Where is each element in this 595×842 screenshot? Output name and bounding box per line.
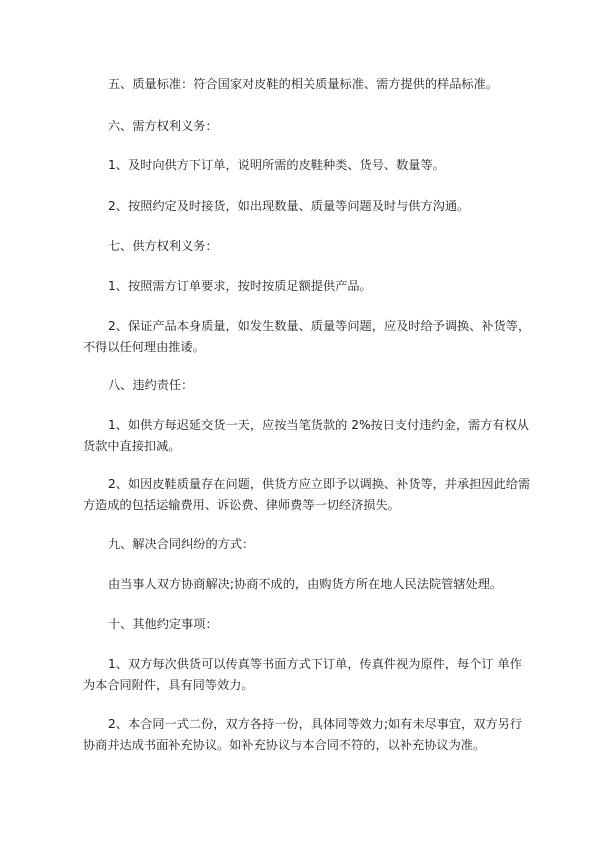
paragraph-line: 1、及时向供方下订单，说明所需的皮鞋种类、货号、数量等。 <box>108 158 445 172</box>
paragraph-line: 方造成的包括运输费用、诉讼费、律师费等一切经济损失。 <box>83 498 400 512</box>
paragraph-line: 1、双方每次供货可以传真等书面方式下订单，传真件视为原件，每个订 单作 <box>108 657 522 671</box>
paragraph-line: 2、保证产品本身质量，如发生数量、质量等问题，应及时给予调换、补货等， <box>108 319 531 333</box>
paragraph-line: 为本合同附件，具有同等效力。 <box>83 678 254 692</box>
paragraph-line: 1、如供方每迟延交货一天，应按当笔货款的 2%按日支付违约金，需方有权从 <box>108 418 529 432</box>
paragraph-line: 2、按照约定及时接货，如出现数量、质量等问题及时与供方沟通。 <box>108 199 470 213</box>
paragraph-line: 十、其他约定事项： <box>108 617 218 631</box>
paragraph-line: 2、本合同一式二份，双方各持一份，具体同等效力;如有未尽事宜，双方另行 <box>108 717 523 731</box>
paragraph-line: 八、违约责任： <box>108 378 194 392</box>
paragraph-line: 货款中直接扣减。 <box>83 439 181 453</box>
paragraph-line: 协商并达成书面补充协议。如补充协议与本合同不符的，以补充协议为准。 <box>83 738 486 752</box>
paragraph-line: 七、供方权利义务： <box>108 239 218 253</box>
paragraph-line: 九、解决合同纠纷的方式： <box>108 537 255 551</box>
paragraph-line: 六、需方权利义务： <box>108 119 218 133</box>
paragraph-line: 由当事人双方协商解决;协商不成的，由购货方所在地人民法院管辖处理。 <box>108 577 503 591</box>
paragraph-line: 2、如因皮鞋质量存在问题，供货方应立即予以调换、补货等，并承担因此给需 <box>108 477 531 491</box>
paragraph-line: 1、按照需方订单要求，按时按质足额提供产品。 <box>108 279 372 293</box>
paragraph-line: 不得以任何理由推诿。 <box>83 340 205 354</box>
paragraph-line: 五、质量标准：符合国家对皮鞋的相关质量标准、需方提供的样品标准。 <box>108 77 498 91</box>
